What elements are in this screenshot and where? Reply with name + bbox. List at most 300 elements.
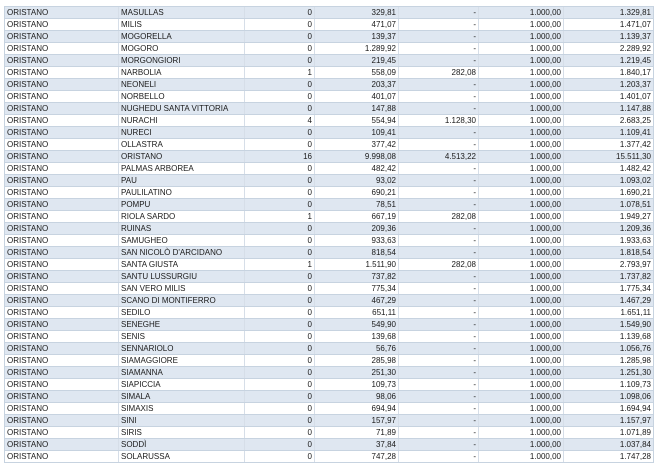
total-cell: 1.098,06 xyxy=(564,391,654,403)
amount-a-cell: 1.511,90 xyxy=(315,259,399,271)
amount-b-cell: - xyxy=(399,91,479,103)
comune-cell: NURECI xyxy=(119,127,245,139)
province-cell: ORISTANO xyxy=(5,379,119,391)
fixed-amount-cell: 1.000,00 xyxy=(479,319,564,331)
total-cell: 1.471,07 xyxy=(564,19,654,31)
fixed-amount-cell: 1.000,00 xyxy=(479,223,564,235)
amount-b-cell: - xyxy=(399,355,479,367)
amount-a-cell: 933,63 xyxy=(315,235,399,247)
table-row xyxy=(5,151,654,163)
amount-a-cell: 285,98 xyxy=(315,355,399,367)
amount-a-cell: 737,82 xyxy=(315,271,399,283)
fixed-amount-cell: 1.000,00 xyxy=(479,415,564,427)
count-cell: 0 xyxy=(245,427,315,439)
amount-b-cell: - xyxy=(399,31,479,43)
amount-b-cell: - xyxy=(399,223,479,235)
fixed-amount-cell: 1.000,00 xyxy=(479,19,564,31)
count-cell: 0 xyxy=(245,355,315,367)
amount-a-cell: 377,42 xyxy=(315,139,399,151)
table-row xyxy=(5,319,654,331)
comune-cell: NURACHI xyxy=(119,115,245,127)
total-cell: 1.651,11 xyxy=(564,307,654,319)
count-cell: 0 xyxy=(245,439,315,451)
amount-a-cell: 56,76 xyxy=(315,343,399,355)
total-cell: 2.683,25 xyxy=(564,115,654,127)
table-row xyxy=(5,91,654,103)
total-cell: 1.093,02 xyxy=(564,175,654,187)
amount-b-cell: - xyxy=(399,307,479,319)
comune-cell: SIRIS xyxy=(119,427,245,439)
province-cell: ORISTANO xyxy=(5,223,119,235)
amount-b-cell: 282,08 xyxy=(399,259,479,271)
table-row xyxy=(5,7,654,19)
total-cell: 1.747,28 xyxy=(564,451,654,463)
amount-a-cell: 558,09 xyxy=(315,67,399,79)
count-cell: 0 xyxy=(245,79,315,91)
province-cell: ORISTANO xyxy=(5,415,119,427)
total-cell: 1.109,41 xyxy=(564,127,654,139)
amount-a-cell: 93,02 xyxy=(315,175,399,187)
total-cell: 1.737,82 xyxy=(564,271,654,283)
total-cell: 1.219,45 xyxy=(564,55,654,67)
amount-b-cell: - xyxy=(399,199,479,211)
table-row xyxy=(5,367,654,379)
amount-a-cell: 667,19 xyxy=(315,211,399,223)
comune-cell: SINI xyxy=(119,415,245,427)
table-row xyxy=(5,55,654,67)
table-row xyxy=(5,271,654,283)
table-row xyxy=(5,235,654,247)
count-cell: 4 xyxy=(245,115,315,127)
amount-b-cell: - xyxy=(399,43,479,55)
total-cell: 1.775,34 xyxy=(564,283,654,295)
province-cell: ORISTANO xyxy=(5,187,119,199)
fixed-amount-cell: 1.000,00 xyxy=(479,355,564,367)
amount-b-cell: - xyxy=(399,103,479,115)
count-cell: 0 xyxy=(245,175,315,187)
table-row xyxy=(5,67,654,79)
amount-a-cell: 329,81 xyxy=(315,7,399,19)
count-cell: 16 xyxy=(245,151,315,163)
total-cell: 2.793,97 xyxy=(564,259,654,271)
fixed-amount-cell: 1.000,00 xyxy=(479,307,564,319)
province-cell: ORISTANO xyxy=(5,127,119,139)
count-cell: 0 xyxy=(245,199,315,211)
province-cell: ORISTANO xyxy=(5,295,119,307)
comune-cell: NARBOLIA xyxy=(119,67,245,79)
province-cell: ORISTANO xyxy=(5,67,119,79)
amount-b-cell: - xyxy=(399,343,479,355)
amount-a-cell: 109,41 xyxy=(315,127,399,139)
table-row xyxy=(5,307,654,319)
province-cell: ORISTANO xyxy=(5,91,119,103)
table-row xyxy=(5,103,654,115)
amount-a-cell: 554,94 xyxy=(315,115,399,127)
count-cell: 1 xyxy=(245,211,315,223)
province-cell: ORISTANO xyxy=(5,271,119,283)
amount-b-cell: - xyxy=(399,319,479,331)
comune-cell: SIAMAGGIORE xyxy=(119,355,245,367)
fixed-amount-cell: 1.000,00 xyxy=(479,139,564,151)
table-body xyxy=(5,7,654,463)
comune-cell: SCANO DI MONTIFERRO xyxy=(119,295,245,307)
amount-a-cell: 147,88 xyxy=(315,103,399,115)
amount-a-cell: 549,90 xyxy=(315,319,399,331)
comune-cell: NEONELI xyxy=(119,79,245,91)
count-cell: 0 xyxy=(245,139,315,151)
fixed-amount-cell: 1.000,00 xyxy=(479,115,564,127)
comune-cell: SIMALA xyxy=(119,391,245,403)
province-cell: ORISTANO xyxy=(5,331,119,343)
fixed-amount-cell: 1.000,00 xyxy=(479,331,564,343)
count-cell: 0 xyxy=(245,343,315,355)
comune-cell: MASULLAS xyxy=(119,7,245,19)
total-cell: 1.209,36 xyxy=(564,223,654,235)
total-cell: 1.694,94 xyxy=(564,403,654,415)
amount-a-cell: 471,07 xyxy=(315,19,399,31)
amount-b-cell: - xyxy=(399,163,479,175)
province-cell: ORISTANO xyxy=(5,355,119,367)
fixed-amount-cell: 1.000,00 xyxy=(479,199,564,211)
amount-b-cell: - xyxy=(399,379,479,391)
count-cell: 0 xyxy=(245,307,315,319)
comune-cell: MORGONGIORI xyxy=(119,55,245,67)
province-cell: ORISTANO xyxy=(5,427,119,439)
total-cell: 1.157,97 xyxy=(564,415,654,427)
count-cell: 0 xyxy=(245,391,315,403)
total-cell: 1.056,76 xyxy=(564,343,654,355)
fixed-amount-cell: 1.000,00 xyxy=(479,175,564,187)
province-cell: ORISTANO xyxy=(5,103,119,115)
count-cell: 0 xyxy=(245,331,315,343)
table-row xyxy=(5,283,654,295)
count-cell: 0 xyxy=(245,403,315,415)
comune-cell: ORISTANO xyxy=(119,151,245,163)
count-cell: 0 xyxy=(245,31,315,43)
comune-cell: NUGHEDU SANTA VITTORIA xyxy=(119,103,245,115)
total-cell: 1.377,42 xyxy=(564,139,654,151)
total-cell: 1.071,89 xyxy=(564,427,654,439)
amount-b-cell: - xyxy=(399,271,479,283)
comune-cell: PALMAS ARBOREA xyxy=(119,163,245,175)
comune-cell: SIMAXIS xyxy=(119,403,245,415)
count-cell: 0 xyxy=(245,283,315,295)
fixed-amount-cell: 1.000,00 xyxy=(479,391,564,403)
fixed-amount-cell: 1.000,00 xyxy=(479,271,564,283)
amount-a-cell: 78,51 xyxy=(315,199,399,211)
count-cell: 0 xyxy=(245,127,315,139)
comune-cell: SENIS xyxy=(119,331,245,343)
amount-a-cell: 157,97 xyxy=(315,415,399,427)
province-cell: ORISTANO xyxy=(5,391,119,403)
province-cell: ORISTANO xyxy=(5,199,119,211)
total-cell: 1.078,51 xyxy=(564,199,654,211)
table-row xyxy=(5,451,654,463)
comune-cell: SODDÌ xyxy=(119,439,245,451)
amount-b-cell: - xyxy=(399,247,479,259)
amount-b-cell: - xyxy=(399,391,479,403)
fixed-amount-cell: 1.000,00 xyxy=(479,163,564,175)
total-cell: 1.329,81 xyxy=(564,7,654,19)
count-cell: 0 xyxy=(245,19,315,31)
province-cell: ORISTANO xyxy=(5,43,119,55)
comune-cell: PAULILATINO xyxy=(119,187,245,199)
count-cell: 0 xyxy=(245,451,315,463)
amount-a-cell: 251,30 xyxy=(315,367,399,379)
amount-b-cell: - xyxy=(399,187,479,199)
amount-b-cell: - xyxy=(399,439,479,451)
amount-b-cell: - xyxy=(399,403,479,415)
amount-b-cell: - xyxy=(399,175,479,187)
table-row xyxy=(5,115,654,127)
amount-b-cell: 4.513,22 xyxy=(399,151,479,163)
province-cell: ORISTANO xyxy=(5,451,119,463)
amount-b-cell: - xyxy=(399,451,479,463)
amount-a-cell: 401,07 xyxy=(315,91,399,103)
count-cell: 1 xyxy=(245,259,315,271)
amount-b-cell: - xyxy=(399,331,479,343)
count-cell: 0 xyxy=(245,91,315,103)
province-cell: ORISTANO xyxy=(5,307,119,319)
table-row xyxy=(5,403,654,415)
amount-a-cell: 775,34 xyxy=(315,283,399,295)
table-row xyxy=(5,427,654,439)
count-cell: 0 xyxy=(245,223,315,235)
fixed-amount-cell: 1.000,00 xyxy=(479,187,564,199)
amount-a-cell: 109,73 xyxy=(315,379,399,391)
comune-cell: SAN VERO MILIS xyxy=(119,283,245,295)
comune-cell: SAMUGHEO xyxy=(119,235,245,247)
table-row xyxy=(5,259,654,271)
amount-a-cell: 37,84 xyxy=(315,439,399,451)
comune-cell: SIAPICCIA xyxy=(119,379,245,391)
table-row xyxy=(5,391,654,403)
amount-b-cell: - xyxy=(399,283,479,295)
comune-cell: SEDILO xyxy=(119,307,245,319)
province-cell: ORISTANO xyxy=(5,175,119,187)
table-row xyxy=(5,19,654,31)
comune-cell: SANTU LUSSURGIU xyxy=(119,271,245,283)
fixed-amount-cell: 1.000,00 xyxy=(479,67,564,79)
table-row xyxy=(5,187,654,199)
amount-a-cell: 651,11 xyxy=(315,307,399,319)
amount-a-cell: 219,45 xyxy=(315,55,399,67)
table-row xyxy=(5,355,654,367)
amount-a-cell: 139,37 xyxy=(315,31,399,43)
count-cell: 0 xyxy=(245,247,315,259)
count-cell: 1 xyxy=(245,67,315,79)
amount-b-cell: 1.128,30 xyxy=(399,115,479,127)
count-cell: 0 xyxy=(245,379,315,391)
total-cell: 1.401,07 xyxy=(564,91,654,103)
fixed-amount-cell: 1.000,00 xyxy=(479,427,564,439)
count-cell: 0 xyxy=(245,163,315,175)
amount-a-cell: 747,28 xyxy=(315,451,399,463)
count-cell: 0 xyxy=(245,7,315,19)
amount-a-cell: 467,29 xyxy=(315,295,399,307)
fixed-amount-cell: 1.000,00 xyxy=(479,439,564,451)
total-cell: 1.818,54 xyxy=(564,247,654,259)
amount-a-cell: 203,37 xyxy=(315,79,399,91)
amount-b-cell: - xyxy=(399,79,479,91)
province-cell: ORISTANO xyxy=(5,139,119,151)
table-row xyxy=(5,199,654,211)
fixed-amount-cell: 1.000,00 xyxy=(479,235,564,247)
comune-cell: SIAMANNA xyxy=(119,367,245,379)
total-cell: 15.511,30 xyxy=(564,151,654,163)
comune-cell: MOGORO xyxy=(119,43,245,55)
province-cell: ORISTANO xyxy=(5,283,119,295)
comune-cell: MILIS xyxy=(119,19,245,31)
comune-cell: RUINAS xyxy=(119,223,245,235)
province-cell: ORISTANO xyxy=(5,235,119,247)
province-cell: ORISTANO xyxy=(5,151,119,163)
table-row xyxy=(5,415,654,427)
total-cell: 1.467,29 xyxy=(564,295,654,307)
count-cell: 0 xyxy=(245,271,315,283)
amount-b-cell: 282,08 xyxy=(399,67,479,79)
amount-a-cell: 71,89 xyxy=(315,427,399,439)
fixed-amount-cell: 1.000,00 xyxy=(479,247,564,259)
total-cell: 1.037,84 xyxy=(564,439,654,451)
amount-a-cell: 139,68 xyxy=(315,331,399,343)
fixed-amount-cell: 1.000,00 xyxy=(479,403,564,415)
province-cell: ORISTANO xyxy=(5,79,119,91)
province-cell: ORISTANO xyxy=(5,31,119,43)
total-cell: 1.139,68 xyxy=(564,331,654,343)
amount-a-cell: 818,54 xyxy=(315,247,399,259)
amount-b-cell: - xyxy=(399,7,479,19)
amount-b-cell: - xyxy=(399,367,479,379)
province-cell: ORISTANO xyxy=(5,55,119,67)
fixed-amount-cell: 1.000,00 xyxy=(479,211,564,223)
count-cell: 0 xyxy=(245,103,315,115)
comune-cell: PAU xyxy=(119,175,245,187)
comune-cell: SANTA GIUSTA xyxy=(119,259,245,271)
amount-b-cell: - xyxy=(399,127,479,139)
province-cell: ORISTANO xyxy=(5,115,119,127)
province-cell: ORISTANO xyxy=(5,403,119,415)
total-cell: 1.109,73 xyxy=(564,379,654,391)
amount-a-cell: 98,06 xyxy=(315,391,399,403)
fixed-amount-cell: 1.000,00 xyxy=(479,103,564,115)
amount-b-cell: - xyxy=(399,55,479,67)
province-cell: ORISTANO xyxy=(5,247,119,259)
fixed-amount-cell: 1.000,00 xyxy=(479,91,564,103)
province-cell: ORISTANO xyxy=(5,367,119,379)
total-cell: 1.251,30 xyxy=(564,367,654,379)
fixed-amount-cell: 1.000,00 xyxy=(479,79,564,91)
total-cell: 1.139,37 xyxy=(564,31,654,43)
table-row xyxy=(5,223,654,235)
province-cell: ORISTANO xyxy=(5,259,119,271)
total-cell: 1.285,98 xyxy=(564,355,654,367)
province-cell: ORISTANO xyxy=(5,319,119,331)
province-cell: ORISTANO xyxy=(5,163,119,175)
table-row xyxy=(5,127,654,139)
table-row xyxy=(5,379,654,391)
count-cell: 0 xyxy=(245,319,315,331)
amount-a-cell: 694,94 xyxy=(315,403,399,415)
total-cell: 1.690,21 xyxy=(564,187,654,199)
count-cell: 0 xyxy=(245,187,315,199)
table-row xyxy=(5,295,654,307)
fixed-amount-cell: 1.000,00 xyxy=(479,43,564,55)
count-cell: 0 xyxy=(245,415,315,427)
amount-b-cell: - xyxy=(399,295,479,307)
fixed-amount-cell: 1.000,00 xyxy=(479,127,564,139)
total-cell: 1.482,42 xyxy=(564,163,654,175)
comune-cell: RIOLA SARDO xyxy=(119,211,245,223)
fixed-amount-cell: 1.000,00 xyxy=(479,259,564,271)
count-cell: 0 xyxy=(245,43,315,55)
table-row xyxy=(5,175,654,187)
total-cell: 1.549,90 xyxy=(564,319,654,331)
table-row xyxy=(5,211,654,223)
amount-b-cell: 282,08 xyxy=(399,211,479,223)
fixed-amount-cell: 1.000,00 xyxy=(479,55,564,67)
count-cell: 0 xyxy=(245,235,315,247)
total-cell: 1.933,63 xyxy=(564,235,654,247)
amount-b-cell: - xyxy=(399,235,479,247)
amount-a-cell: 482,42 xyxy=(315,163,399,175)
fixed-amount-cell: 1.000,00 xyxy=(479,367,564,379)
province-cell: ORISTANO xyxy=(5,7,119,19)
comune-cell: SAN NICOLÒ D'ARCIDANO xyxy=(119,247,245,259)
fixed-amount-cell: 1.000,00 xyxy=(479,31,564,43)
comune-cell: NORBELLO xyxy=(119,91,245,103)
amount-b-cell: - xyxy=(399,427,479,439)
province-cell: ORISTANO xyxy=(5,343,119,355)
total-cell: 1.949,27 xyxy=(564,211,654,223)
comune-cell: POMPU xyxy=(119,199,245,211)
fixed-amount-cell: 1.000,00 xyxy=(479,343,564,355)
table-row xyxy=(5,247,654,259)
amount-b-cell: - xyxy=(399,415,479,427)
comune-cell: SENEGHE xyxy=(119,319,245,331)
comune-cell: SENNARIOLO xyxy=(119,343,245,355)
table-row xyxy=(5,331,654,343)
table-row xyxy=(5,343,654,355)
comune-cell: OLLASTRA xyxy=(119,139,245,151)
comune-cell: MOGORELLA xyxy=(119,31,245,43)
province-cell: ORISTANO xyxy=(5,211,119,223)
table-row xyxy=(5,31,654,43)
total-cell: 1.203,37 xyxy=(564,79,654,91)
amount-b-cell: - xyxy=(399,19,479,31)
total-cell: 1.147,88 xyxy=(564,103,654,115)
fixed-amount-cell: 1.000,00 xyxy=(479,283,564,295)
amount-b-cell: - xyxy=(399,139,479,151)
fixed-amount-cell: 1.000,00 xyxy=(479,379,564,391)
data-table xyxy=(4,6,654,463)
count-cell: 0 xyxy=(245,367,315,379)
table-row xyxy=(5,43,654,55)
fixed-amount-cell: 1.000,00 xyxy=(479,451,564,463)
province-cell: ORISTANO xyxy=(5,19,119,31)
table-row xyxy=(5,439,654,451)
count-cell: 0 xyxy=(245,295,315,307)
fixed-amount-cell: 1.000,00 xyxy=(479,7,564,19)
count-cell: 0 xyxy=(245,55,315,67)
amount-a-cell: 9.998,08 xyxy=(315,151,399,163)
total-cell: 1.840,17 xyxy=(564,67,654,79)
fixed-amount-cell: 1.000,00 xyxy=(479,151,564,163)
table-row xyxy=(5,79,654,91)
total-cell: 2.289,92 xyxy=(564,43,654,55)
province-cell: ORISTANO xyxy=(5,439,119,451)
amount-a-cell: 209,36 xyxy=(315,223,399,235)
